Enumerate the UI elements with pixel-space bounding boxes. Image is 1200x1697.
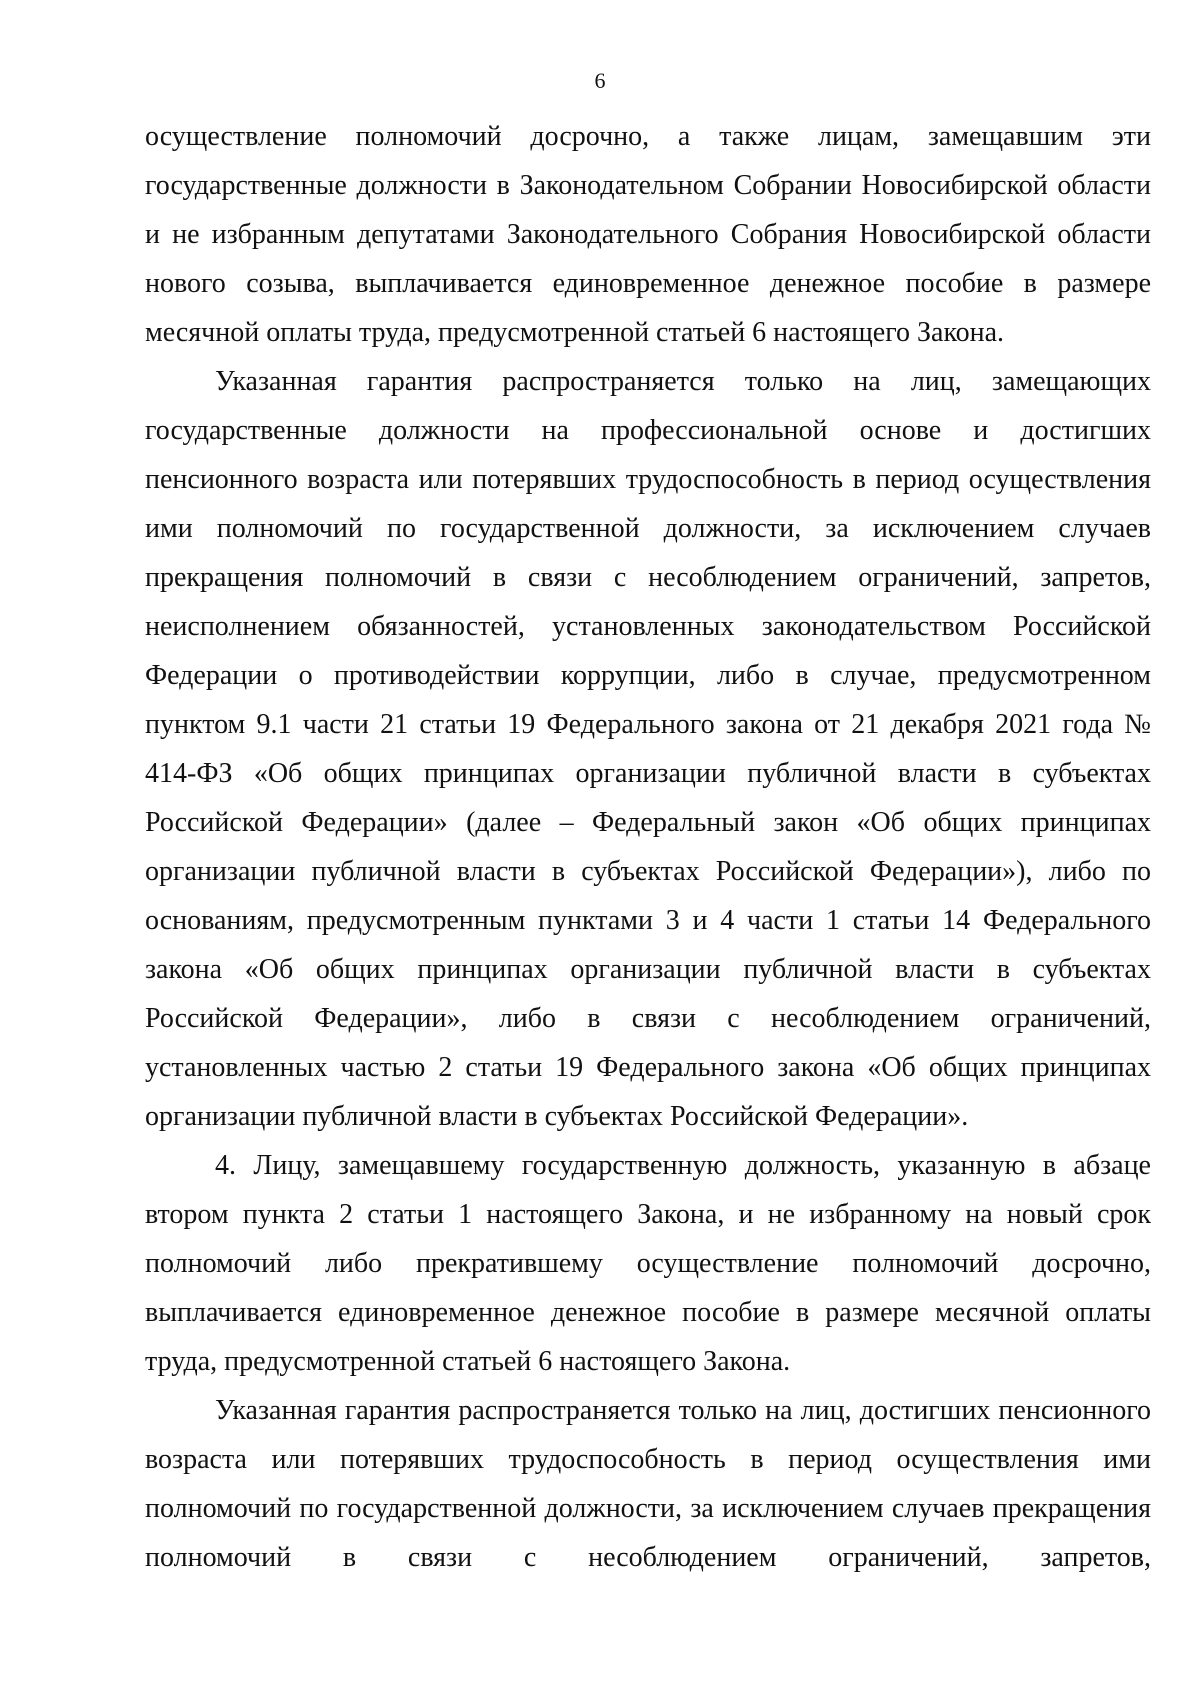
page-number: 6 [594,68,606,93]
document-body [145,112,1151,1582]
paragraph-guarantee-scope-2: Указанная гарантия распространяется только на лиц, достигших пенсионного возраста или потерявших трудоспособность в период осуществления ими полномочий по государственной должности, за исключением случаев прекращения полномочий в связи с несоблюдением ограничений, запретов, [145,1395,1151,1573]
paragraph-guarantee-scope: Указанная гарантия распространяется только на лиц, замещающих государственные должности на профессиональной основе и достигших пенсионного возраста или потерявших трудоспособность в период осуществления ими полномочий по государственной должности, за исключением случаев прекращения полномочий в связи с несоблюдением ограничений, запретов, неисполнением обязанностей, установленных законодательством Российской Федерации о противодействии коррупции, либо в случае, предусмотренном пунктом 9.1 части 21 статьи 19 Федерального закона от 21 декабря 2021 года № 414-ФЗ «Об общих принципах организации публичной власти в субъектах Российской Федерации» (далее – Федеральный закон «Об общих принципах организации публичной власти в субъектах Российской Федерации»), либо по основаниям, предусмотренным пунктами 3 и 4 части 1 статьи 14 Федерального закона «Об общих принципах организации публичной власти в субъектах Российской Федерации», либо в связи с несоблюдением ограничений, установленных частью 2 статьи 19 Федерального закона «Об общих принципах организации публичной власти в субъектах Российской Федерации». [145,366,1151,1132]
paragraph-continuation: осуществление полномочий досрочно, а также лицам, замещавшим эти государственные должности в Законодательном Собрании Новосибирской области и не избранным депутатами Законодательного Собрания Новосибирской области нового созыва, выплачивается единовременное денежное пособие в размере месячной оплаты труда, предусмотренной статьей 6 настоящего Закона. [145,121,1151,348]
paragraph-item-4: 4. Лицу, замещавшему государственную должность, указанную в абзаце втором пункта 2 статьи 1 настоящего Закона, и не избранному на новый срок полномочий либо прекратившему осуществление полномочий досрочно, выплачивается единовременное денежное пособие в размере месячной оплаты труда, предусмотренной статьей 6 настоящего Закона. [145,1150,1151,1377]
